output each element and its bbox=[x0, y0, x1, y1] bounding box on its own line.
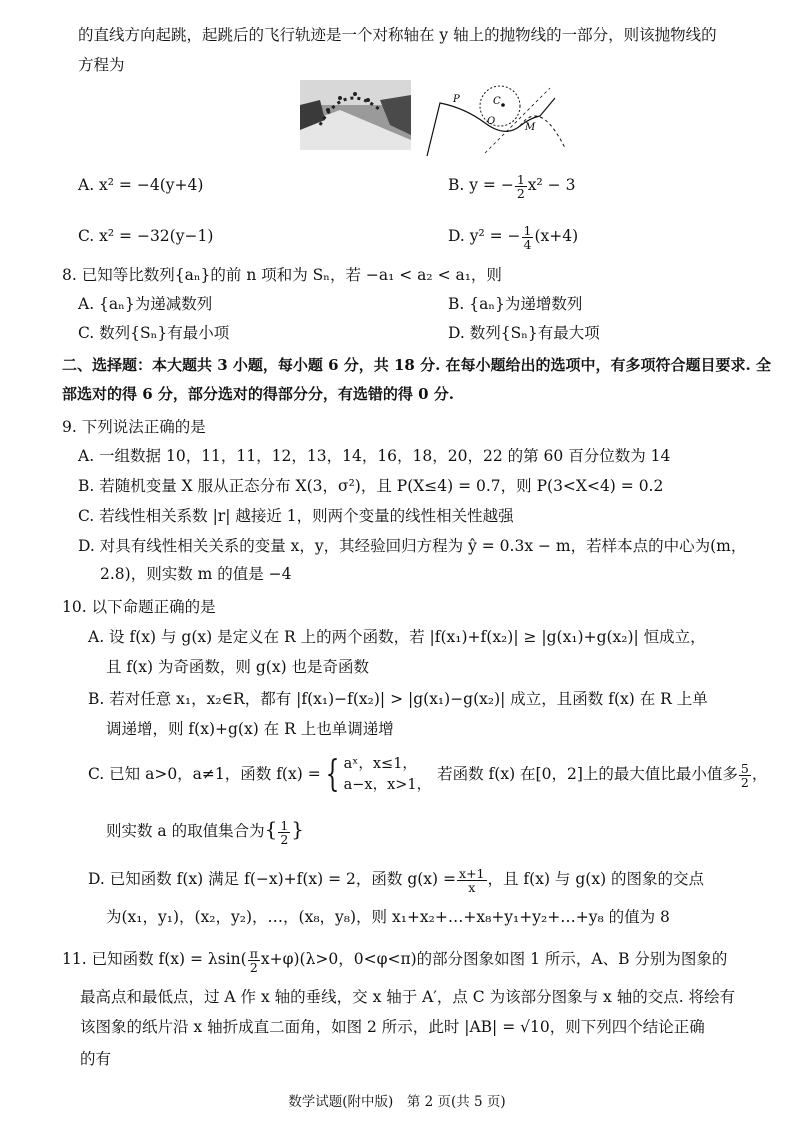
q10-c-cases bbox=[344, 754, 432, 796]
q7-d-num: 1 bbox=[523, 222, 532, 238]
q9-option-b: B. 若随机变量 X 服从正态分布 X(3，σ²)，且 P(X≤4) = 0.7，则 P(3<X<4) = 0.2 bbox=[78, 477, 664, 495]
trajectory-diagram bbox=[425, 78, 595, 158]
q8-option-b: B. {aₙ}为递增数列 bbox=[448, 295, 583, 313]
q7-b-den: 2 bbox=[516, 185, 525, 201]
label-o: O bbox=[487, 116, 496, 127]
q11-l1-suffix: x+φ)(λ>0，0<φ<π)的部分图象如图 1 所示，A、B 分别为图象的 bbox=[260, 950, 728, 968]
q9-option-c: C. 若线性相关系数 |r| 越接近 1，则两个变量的线性相关性越强 bbox=[78, 507, 514, 525]
q10-option-d-line-1 bbox=[88, 862, 704, 896]
q10-c-den: 2 bbox=[740, 774, 749, 790]
label-p: P bbox=[453, 94, 460, 105]
q10-c2-frac bbox=[278, 819, 290, 846]
q9-option-a: A. 一组数据 10，11，11，12，13，14，16，18，20，22 的第 60 百分位数为 14 bbox=[78, 447, 671, 465]
q7-option-a: A. x² = −4(y+4) bbox=[78, 176, 204, 194]
q10-c2-left-brace: { bbox=[264, 817, 278, 841]
q10-option-c-line-2 bbox=[106, 812, 304, 848]
section2-heading-line-2: 部选对的得 6 分，部分选对的得部分分，有选错的得 0 分. bbox=[62, 385, 454, 403]
intro-line-1: 的直线方向起跳，起跳后的飞行轨迹是一个对称轴在 y 轴上的抛物线的一部分，则该抛物线的 bbox=[78, 26, 717, 44]
q10-d-suffix: ，且 f(x) 与 g(x) 的图象的交点 bbox=[487, 870, 705, 888]
q9-option-d-line-2: 2.8)，则实数 m 的值是 −4 bbox=[100, 565, 292, 583]
q10-stem: 10. 以下命题正确的是 bbox=[62, 598, 216, 616]
ski-jump-photo bbox=[300, 80, 411, 150]
q7-option-b bbox=[448, 168, 575, 202]
q9-stem: 9. 下列说法正确的是 bbox=[62, 418, 206, 436]
trajectory-diagram-svg bbox=[425, 78, 595, 158]
q11-line-3: 该图象的纸片沿 x 轴折成直二面角，如图 2 所示，此时 |AB| = √10，则下列四个结论正确 bbox=[80, 1018, 705, 1036]
q10-d-den: x bbox=[468, 879, 476, 895]
q10-c-prefix: C. 已知 a>0，a≠1，函数 f(x) = bbox=[88, 765, 321, 783]
q7-b-num: 1 bbox=[516, 171, 525, 187]
q10-c-end: ， bbox=[751, 765, 768, 783]
q10-option-a-line-1: A. 设 f(x) 与 g(x) 是定义在 R 上的两个函数，若 |f(x₁)+f(x₂)| ≥ |g(x₁)+g(x₂)| 恒成立， bbox=[88, 628, 706, 646]
q10-c-case-2: a−x，x>1， bbox=[343, 777, 432, 793]
q11-line-1 bbox=[62, 942, 727, 976]
q10-d-prefix: D. 已知函数 f(x) 满足 f(−x)+f(x) = 2，函数 g(x) = bbox=[88, 870, 457, 888]
q11-line-2: 最高点和最低点，过 A 作 x 轴的垂线，交 x 轴于 A′，点 C 为该部分图象与 x 轴的交点. 将绘有 bbox=[80, 988, 736, 1006]
q10-c2-prefix: 则实数 a 的取值集合为 bbox=[106, 822, 265, 840]
q10-c2-den: 2 bbox=[280, 831, 289, 847]
q8-option-c: C. 数列{Sₙ}有最小项 bbox=[78, 324, 230, 342]
q10-c2-num: 1 bbox=[280, 817, 289, 833]
label-c: C bbox=[493, 96, 501, 107]
q11-den: 2 bbox=[249, 959, 258, 975]
q10-c-frac bbox=[739, 762, 751, 789]
q10-c-case-1: aˣ，x≤1， bbox=[343, 756, 417, 772]
q8-option-a: A. {aₙ}为递减数列 bbox=[78, 295, 213, 313]
q10-option-b-line-1: B. 若对任意 x₁，x₂∈R，都有 |f(x₁)−f(x₂)| > |g(x₁)−g(x₂)| 成立，且函数 f(x) 在 R 上单 bbox=[88, 690, 708, 708]
intro-line-2: 方程为 bbox=[78, 56, 125, 74]
q11-frac bbox=[248, 947, 260, 974]
q7-b-suffix: x² − 3 bbox=[527, 176, 576, 194]
q7-d-suffix: (x+4) bbox=[534, 227, 579, 245]
q7-b-prefix: B. y = − bbox=[448, 176, 514, 194]
q10-option-a-line-2: 且 f(x) 为奇函数，则 g(x) 也是奇函数 bbox=[106, 658, 370, 676]
page-footer: 数学试题(附中版) 第 2 页(共 5 页) bbox=[288, 1094, 506, 1110]
q11-line-4: 的有 bbox=[80, 1050, 112, 1068]
q10-c-mid: 若函数 f(x) 在[0，2]上的最大值比最小值多 bbox=[437, 765, 738, 783]
q7-d-frac bbox=[522, 224, 534, 251]
ski-jump-photo-image bbox=[300, 80, 411, 150]
q10-option-b-line-2: 调递增，则 f(x)+g(x) 在 R 上也单调递增 bbox=[106, 720, 394, 738]
q7-option-c: C. x² = −32(y−1) bbox=[78, 227, 214, 245]
label-m: M bbox=[525, 122, 536, 133]
q10-c2-right-brace: } bbox=[291, 817, 305, 841]
q7-option-d bbox=[448, 219, 578, 253]
q11-num: π bbox=[249, 945, 258, 961]
q10-c-brace: { bbox=[325, 754, 340, 795]
q7-b-frac bbox=[515, 173, 527, 200]
q9-option-d-line-1: D. 对具有线性相关关系的变量 x，y，其经验回归方程为 ŷ = 0.3x − m，若样本点的中心为(m， bbox=[78, 537, 747, 555]
q11-l1-prefix: 11. 已知函数 f(x) = λsin( bbox=[62, 950, 247, 968]
section2-heading-line-1: 二、选择题：本大题共 3 小题，每小题 6 分，共 18 分. 在每小题给出的选项中，有多项符合题目要求. 全 bbox=[62, 356, 771, 374]
q10-option-d-line-2: 为(x₁，y₁)，(x₂，y₂)，…，(x₈，y₈)，则 x₁+x₂+…+x₈+y₁+y₂+…+y₈ 的值为 8 bbox=[106, 908, 670, 926]
q10-option-c-line-1 bbox=[88, 750, 767, 798]
q10-d-frac bbox=[457, 867, 486, 894]
q10-d-num: x+1 bbox=[459, 865, 485, 881]
q10-c-num: 5 bbox=[740, 760, 749, 776]
q8-option-d: D. 数列{Sₙ}有最大项 bbox=[448, 324, 600, 342]
q7-d-den: 4 bbox=[523, 236, 532, 252]
q7-d-prefix: D. y² = − bbox=[448, 227, 521, 245]
q8-stem: 8. 已知等比数列{aₙ}的前 n 项和为 Sₙ，若 −a₁ < a₂ < a₁，则 bbox=[62, 266, 502, 284]
